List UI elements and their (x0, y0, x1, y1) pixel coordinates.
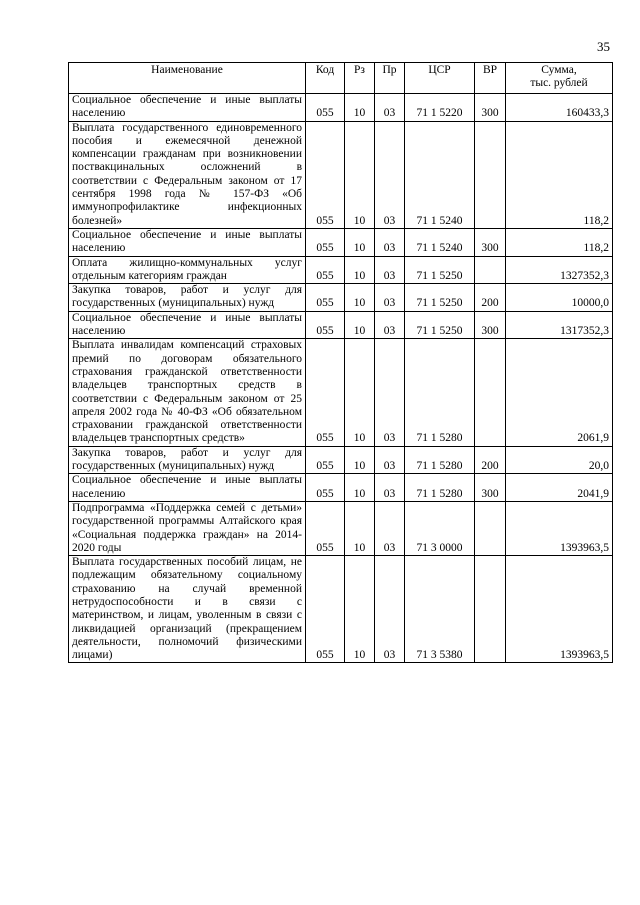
row-name: Подпрограмма «Поддержка семей с детьми» государственной программы Алтайского края «Социальная поддержка граждан» на 2014-2020 годы (69, 501, 306, 555)
row-rz: 10 (345, 94, 375, 122)
row-kod: 055 (306, 474, 345, 502)
table-row (69, 94, 613, 122)
row-vr: 200 (475, 284, 506, 312)
row-pr: 03 (375, 556, 405, 663)
row-rz: 10 (345, 339, 375, 446)
row-rz: 10 (345, 501, 375, 555)
table-row (69, 339, 613, 446)
table-row (69, 228, 613, 256)
row-csr: 71 1 5240 (405, 121, 475, 228)
table-row (69, 474, 613, 502)
row-csr: 71 1 5220 (405, 94, 475, 122)
row-vr (475, 339, 506, 446)
row-name: Выплата инвалидам компенсаций страховых премий по договорам обязательного страхования гражданской ответственности владельцев транспортных средств в соответствии с Федеральным законом от 25 апреля 2002 года № 40-ФЗ «Об обязательном страховании гражданской ответственности владельцев транспортных средств» (69, 339, 306, 446)
row-kod: 055 (306, 311, 345, 339)
row-name: Оплата жилищно-коммунальных услуг отдельным категориям граждан (69, 256, 306, 284)
row-kod: 055 (306, 446, 345, 474)
table-header-row (69, 63, 613, 94)
row-name: Закупка товаров, работ и услуг для государственных (муниципальных) нужд (69, 284, 306, 312)
row-vr (475, 501, 506, 555)
row-rz: 10 (345, 311, 375, 339)
row-rz: 10 (345, 256, 375, 284)
row-csr: 71 3 5380 (405, 556, 475, 663)
header-rz: Рз (345, 63, 375, 94)
row-vr: 300 (475, 94, 506, 122)
row-pr: 03 (375, 446, 405, 474)
row-csr: 71 1 5280 (405, 446, 475, 474)
header-sum-line1: Сумма, (541, 64, 577, 76)
row-csr: 71 1 5240 (405, 228, 475, 256)
header-pr: Пр (375, 63, 405, 94)
row-rz: 10 (345, 474, 375, 502)
row-name: Социальное обеспечение и иные выплаты населению (69, 474, 306, 502)
header-vr: ВР (475, 63, 506, 94)
row-sum: 118,2 (506, 121, 613, 228)
row-sum: 10000,0 (506, 284, 613, 312)
table-row (69, 311, 613, 339)
row-sum: 1317352,3 (506, 311, 613, 339)
table-row (69, 256, 613, 284)
row-sum: 20,0 (506, 446, 613, 474)
budget-table (68, 62, 613, 663)
row-name: Социальное обеспечение и иные выплаты населению (69, 228, 306, 256)
row-kod: 055 (306, 94, 345, 122)
row-kod: 055 (306, 556, 345, 663)
row-csr: 71 1 5250 (405, 284, 475, 312)
row-pr: 03 (375, 311, 405, 339)
row-kod: 055 (306, 228, 345, 256)
row-vr: 200 (475, 446, 506, 474)
header-name: Наименование (69, 63, 306, 94)
row-name: Закупка товаров, работ и услуг для государственных (муниципальных) нужд (69, 446, 306, 474)
header-sum-line2: тыс. рублей (530, 77, 588, 90)
page-number: 35 (597, 39, 610, 54)
row-name: Выплата государственного единовременного пособия и ежемесячной денежной компенсации гражданам при возникновении поствакцинальных осложнений в соответствии с Федеральным законом от 17 сентября 1998 года № 157-ФЗ «Об иммунопрофилактике инфекционных болезней» (69, 121, 306, 228)
row-vr: 300 (475, 228, 506, 256)
table-row (69, 556, 613, 663)
row-csr: 71 1 5280 (405, 339, 475, 446)
row-csr: 71 1 5250 (405, 311, 475, 339)
table-row (69, 121, 613, 228)
row-kod: 055 (306, 256, 345, 284)
row-pr: 03 (375, 228, 405, 256)
row-kod: 055 (306, 339, 345, 446)
row-sum: 2061,9 (506, 339, 613, 446)
row-pr: 03 (375, 284, 405, 312)
row-vr: 300 (475, 474, 506, 502)
table-row (69, 501, 613, 555)
row-kod: 055 (306, 284, 345, 312)
row-sum: 118,2 (506, 228, 613, 256)
row-vr: 300 (475, 311, 506, 339)
row-pr: 03 (375, 94, 405, 122)
table-row (69, 446, 613, 474)
row-kod: 055 (306, 501, 345, 555)
row-rz: 10 (345, 446, 375, 474)
row-pr: 03 (375, 339, 405, 446)
row-pr: 03 (375, 474, 405, 502)
row-pr: 03 (375, 121, 405, 228)
row-name: Социальное обеспечение и иные выплаты населению (69, 94, 306, 122)
table-row (69, 284, 613, 312)
header-kod: Код (306, 63, 345, 94)
row-csr: 71 3 0000 (405, 501, 475, 555)
row-vr (475, 256, 506, 284)
row-pr: 03 (375, 256, 405, 284)
row-rz: 10 (345, 556, 375, 663)
row-name: Выплата государственных пособий лицам, не подлежащим обязательному социальному страхованию на случай временной нетрудоспособности и в связи с материнством, и лицам, уволенным в связи с ликвидацией организаций (прекращением деятельности, полномочий физическими лицами) (69, 556, 306, 663)
row-sum: 1393963,5 (506, 501, 613, 555)
header-csr: ЦСР (405, 63, 475, 94)
row-rz: 10 (345, 121, 375, 228)
row-csr: 71 1 5280 (405, 474, 475, 502)
row-kod: 055 (306, 121, 345, 228)
row-rz: 10 (345, 228, 375, 256)
header-sum (506, 63, 613, 94)
row-name: Социальное обеспечение и иные выплаты населению (69, 311, 306, 339)
row-sum: 1327352,3 (506, 256, 613, 284)
row-sum: 1393963,5 (506, 556, 613, 663)
row-vr (475, 556, 506, 663)
row-sum: 2041,9 (506, 474, 613, 502)
row-pr: 03 (375, 501, 405, 555)
row-csr: 71 1 5250 (405, 256, 475, 284)
row-rz: 10 (345, 284, 375, 312)
row-vr (475, 121, 506, 228)
row-sum: 160433,3 (506, 94, 613, 122)
